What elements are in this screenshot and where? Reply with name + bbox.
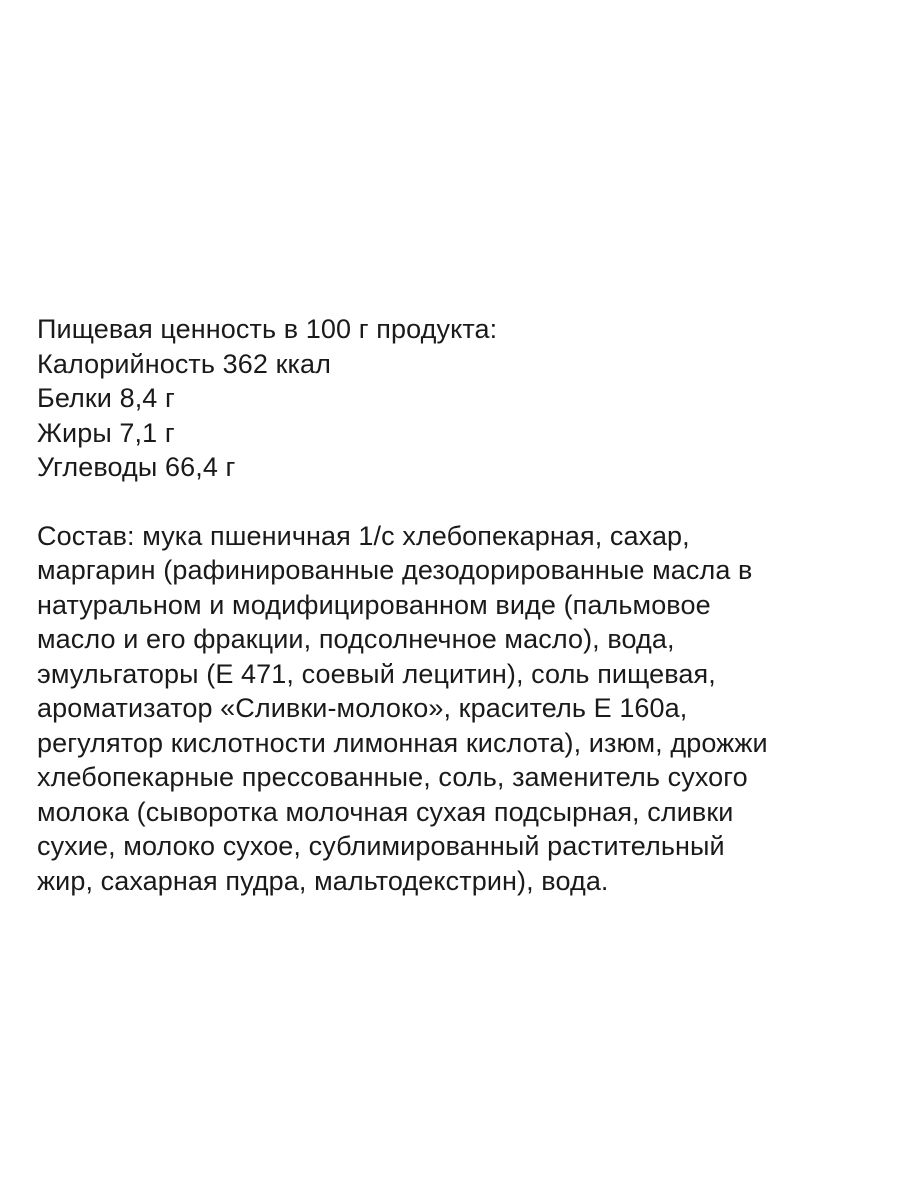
composition-line: маргарин (рафинированные дезодорированные масла в xyxy=(37,555,753,585)
fat-line: Жиры 7,1 г xyxy=(37,417,175,448)
composition-line: молока (сыворотка молочная сухая подсырная, сливки xyxy=(37,796,734,827)
composition-line: ароматизатор «Сливки-молоко», краситель Е 160а, xyxy=(37,693,688,723)
calories-line: Калорийность 362 ккал xyxy=(37,348,331,379)
protein-line: Белки 8,4 г xyxy=(37,383,175,413)
composition-line: масло и его фракции, подсолнечное масло), вода, xyxy=(37,624,675,654)
carbs-line: Углеводы 66,4 г xyxy=(37,452,236,482)
composition-line: регулятор кислотности лимонная кислота), изюм, дрожжи xyxy=(37,727,768,758)
composition-line: сухие, молоко сухое, сублимированный растительный xyxy=(37,831,725,861)
nutrition-section xyxy=(37,312,887,485)
section-spacer xyxy=(37,485,887,519)
composition-line: эмульгаторы (Е 471, соевый лецитин), соль пищевая, xyxy=(37,658,716,689)
nutrition-heading: Пищевая ценность в 100 г продукта: xyxy=(37,314,498,344)
product-info-document xyxy=(37,312,887,898)
composition-section xyxy=(37,519,887,899)
composition-line: хлебопекарные прессованные, соль, заменитель сухого xyxy=(37,762,748,792)
composition-line: Состав: мука пшеничная 1/с хлебопекарная, сахар, xyxy=(37,520,690,551)
composition-line: натуральном и модифицированном виде (пальмовое xyxy=(37,589,711,620)
composition-line: жир, сахарная пудра, мальтодекстрин), вода. xyxy=(37,865,609,896)
